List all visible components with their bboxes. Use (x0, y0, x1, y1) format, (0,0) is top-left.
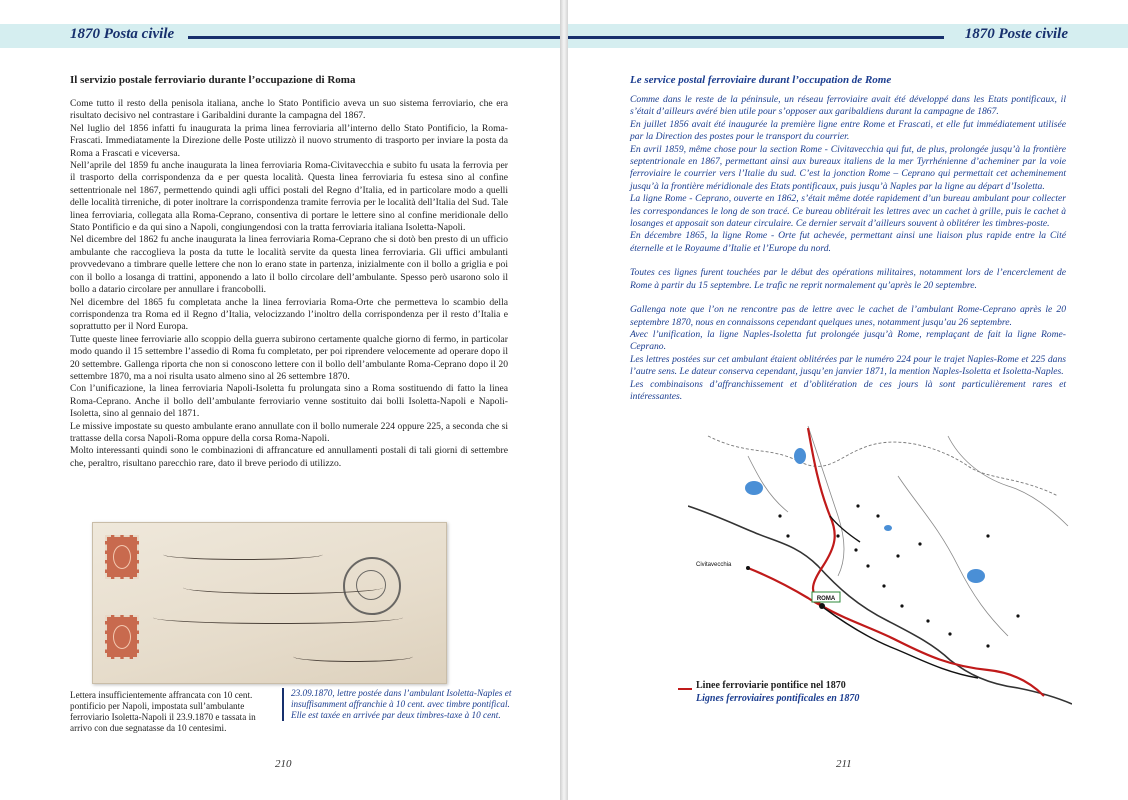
italian-body-text (70, 98, 508, 470)
header-band (0, 24, 560, 48)
paragraph: Nel luglio del 1856 infatti fu inaugurata la prima linea ferroviaria all’interno dello Stato Pontificio, la Roma-Frascati. Immediatamente la Direzione delle Poste utilizzò il nuovo strumento di trasporto per inviare la posta da Roma a Frascati e viceversa. (70, 122, 508, 159)
caption-italian: Lettera insufficientemente affrancata con 10 cent. pontificio per Napoli, impostata sull’ambulante ferroviario Isoletta-Napoli il 23.9.1870 e tassata in arrivo con due segnatasse da 10 centesimi. (70, 690, 256, 733)
lake-icon (794, 448, 806, 464)
handwriting-stroke (163, 549, 323, 560)
paragraph: En juillet 1856 avait été inaugurée la première ligne entre Rome et Frascati, et elle fut immédiatement utilisée par la Direction des postes pour le transport du courrier. (630, 118, 1066, 143)
page-number: 210 (275, 758, 292, 770)
railway-map (688, 416, 1072, 720)
book-gutter (560, 0, 568, 800)
paragraph: Le missive impostate su questo ambulante erano annullate con il bollo numerale 224 oppure 225, a seconda che si trattasse della corsa Napoli-Roma oppure della corsa Roma-Napoli. (70, 420, 508, 444)
paragraph: Les combinaisons d’affranchissement et d’oblitération de ces jours là sont particulièrement rares et intéressantes. (630, 378, 1066, 402)
section-title: Il servizio postale ferroviario durante l’occupazione di Roma (70, 74, 356, 86)
postmark-icon (343, 557, 401, 615)
lake-icon (967, 569, 985, 583)
lake-icon (745, 481, 763, 495)
map-label-roma: ROMA (816, 596, 836, 602)
right-page (568, 0, 1128, 800)
stamp-icon (105, 535, 139, 579)
paragraph: Nel dicembre del 1865 fu completata anche la linea ferroviaria Roma-Orte che permetteva lo scambio della corrispondenza tra Roma ed il Regno d’Italia, velocizzando l’inoltro della corrispondenza per il resto d’Italia e soprattutto per il Nord Europa. (70, 296, 508, 333)
legend-swatch (678, 688, 692, 690)
paragraph: En avril 1859, même chose pour la section Rome - Civitavecchia qui fut, de plus, prolongée jusqu’à la frontière septentrionale en 1867, permettant ainsi aux bureaux italiens de la mer Tyrrhénienne d’acheminer par la voie ferroviaire le courrier vers l’Italie du sud. C’est la jonction Rome – Ceprano qui permettait cet acheminement jusqu’à la frontière méridionale des Etats pontificaux, puis jusqu’à Naples par la ligne au départ d’Isoletta. (630, 143, 1066, 192)
paragraph: Toutes ces lignes furent touchées par le début des opérations militaires, notamment lors de l’encerclement de Rome à partir du 15 septembre. Le trafic ne reprit normalement qu’après le 20 septembre. (630, 267, 1066, 291)
legend-label-italian: Linee ferroviarie pontifice nel 1870 (696, 680, 846, 691)
handwriting-stroke (293, 651, 413, 662)
paragraph: Avec l’unification, la ligne Naples-Isoletta fut prolongée jusqu’à Rome, remplaçant de fait la ligne Rome-Ceprano. (630, 328, 1066, 353)
paragraph: Tutte queste linee ferroviarie allo scoppio della guerra subirono certamente qualche giorno di fermo, in particolar modo quando il 15 settembre l’assedio di Roma fu completato, per poi riprendere velocemente ad operare dopo il 20 settembre. Gallenga riporta che non si conoscono lettere con il bollo dell’ambulante Roma-Ceprano dopo il 20 settembre 1870, ma a noi risulta usato almeno sino al 26 settembre 1870. (70, 333, 508, 382)
caption-french: 23.09.1870, lettre postée dans l’ambulant Isoletta-Naples et insuffisamment affranchie à 10 cent. avec timbre pontifical. Elle est taxée en arrivée par deux timbres-taxe à 10 cent. (282, 688, 515, 721)
paragraph: Comme dans le reste de la péninsule, un réseau ferroviaire avait été développé dans les Etats pontificaux, il s’était d’ailleurs avéré bien utile pour s’opposer aux garibaldiens durant la campagne de 1867. (630, 94, 1066, 118)
paragraph: Con l’unificazione, la linea ferroviaria Napoli-Isoletta fu prolungata sino a Roma sostituendo di fatto la linea Roma-Ceprano. Anche il bollo dell’ambulante ferroviario venne sostituito dai bolli Isoletta-Napoli e Napoli-Isoletta, sino al gennaio del 1871. (70, 383, 508, 420)
paragraph: Molto interessanti quindi sono le combinazioni di affrancature ed annullamenti postali di tali giorni di settembre che, peraltro, risultano parecchio rare, dato il breve periodo di utilizzo. (70, 445, 508, 469)
header-band (568, 24, 1128, 48)
map-label-civitavecchia: Civitavecchia (696, 562, 732, 568)
legend-label-french: Lignes ferroviaires pontificales en 1870 (696, 693, 860, 704)
paragraph: Come tutto il resto della penisola italiana, anche lo Stato Pontificio aveva un suo sistema ferroviario, che era risultato decisivo nel contrastare i Garibaldini durante la campagna del 1867. (70, 98, 508, 122)
header-rule (188, 36, 560, 39)
french-body-text (630, 94, 1066, 403)
paragraph: Nel dicembre del 1862 fu anche inaugurata la linea ferroviaria Roma-Ceprano che si dotò ben presto di un ufficio ambulante che raccoglieva la posta da tutte le località servite da questa linea ferroviaria. Gli uffici ambulanti provvedevano a timbrare quelle lettere che non lo erano state in partenza, inizialmente con il bollo a griglia e poi con il bollo a losanga di trattini, apponendo a lato il bollo circolare dell’ambulante. Spesso però usarono solo il bollo a datario circolare per annullare i francobolli. (70, 234, 508, 296)
paragraph: La ligne Rome - Ceprano, ouverte en 1862, s’était même dotée rapidement d’un bureau ambulant pour collecter les correspondances le long de son tracé. Ce bureau oblitérait les lettres avec un cachet à grille, puis le cachet à losanges et apposait son dateur circulaire. Ce dernier servait d’ailleurs souvent à oblitérer les timbres-poste. (630, 193, 1066, 230)
paragraph: Gallenga note que l’on ne rencontre pas de lettre avec le cachet de l’ambulant Rome-Ceprano après le 20 septembre 1870, nous en connaissons cependant quelques unes, notamment jusqu’au 26 septembre. (630, 304, 1066, 328)
header-title: 1870 Poste civile (964, 26, 1068, 42)
page-number: 211 (836, 758, 852, 770)
lake-icon (884, 525, 892, 531)
paragraph: Les lettres postées sur cet ambulant étaient oblitérées par le numéro 224 pour le trajet Naples-Rome et 225 dans l’autre sens. Le dateur conserva cependant, jusqu’en janvier 1871, la mention Naples-Isoletta et Isoletta-Naples. (630, 353, 1066, 378)
header-rule (568, 36, 944, 39)
stamp-icon (105, 615, 139, 659)
section-title: Le service postal ferroviaire durant l’occupation de Rome (630, 74, 892, 86)
envelope-image (92, 522, 447, 684)
paragraph: Nell’aprile del 1859 fu anche inaugurata la linea ferroviaria Roma-Civitavecchia e subito fu usata la ferrovia per il trasporto della corrispondenza da e per questa località. Questa linea ferroviaria fu estesa sino al confine settentrionale nel 1867, permettendo quindi agli uffici postali del Regno d’Italia, ed in particolare modo a quelli delle località tirreniche, di poter inoltrare la corrispondenza tramite ferrovia per le località dell’Italia del Sud. Tale linea ferroviaria, collegata alla Roma-Ceprano, consentiva di portare le lettere sino al confine meridionale dello Stato Pontificio e da qui sino a Napoli, congiungendosi con la tratta ferroviaria italiana Isoletta-Napoli. (70, 160, 508, 234)
header-title: 1870 Posta civile (70, 26, 175, 42)
paragraph: En décembre 1865, la ligne Rome - Orte fut achevée, permettant ainsi une liaison plus rapide entre la Cité éternelle et le Royaume d’Italie et l’Europe du nord. (630, 230, 1066, 254)
left-page (0, 0, 560, 800)
